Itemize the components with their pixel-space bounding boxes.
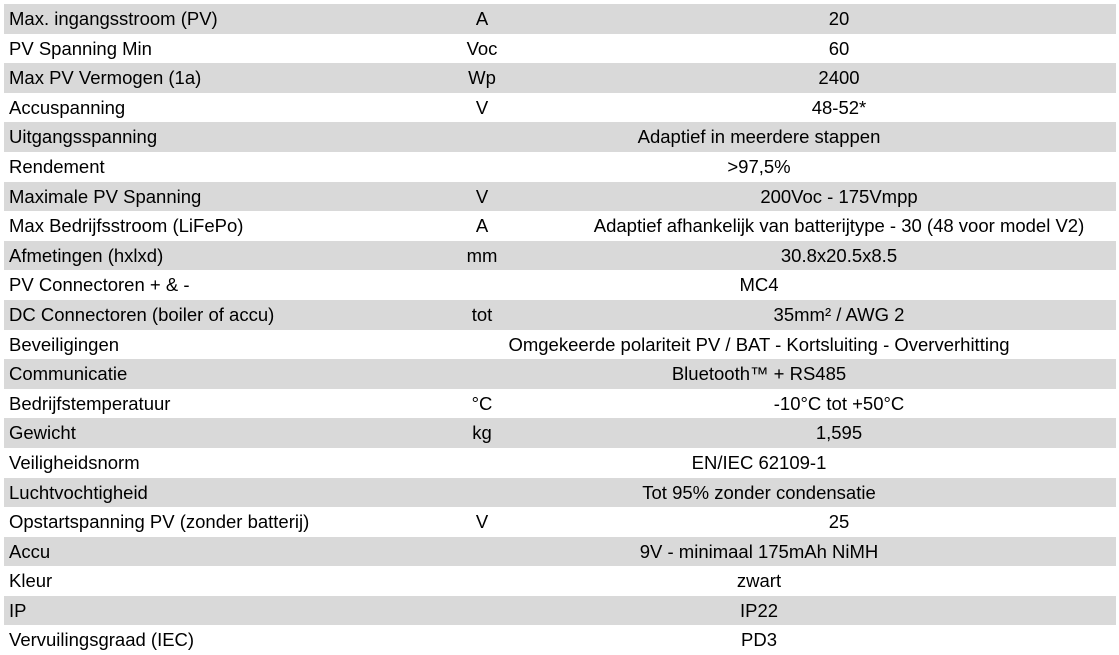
table-row xyxy=(4,270,1116,300)
table-row xyxy=(4,478,1116,508)
spec-name: PV Connectoren + & - xyxy=(4,270,402,300)
spec-name: Beveiligingen xyxy=(4,330,402,360)
table-row xyxy=(4,507,1116,537)
table-row xyxy=(4,389,1116,419)
spec-value: 30.8x20.5x8.5 xyxy=(562,241,1116,271)
spec-name: Max PV Vermogen (1a) xyxy=(4,63,402,93)
table-row xyxy=(4,596,1116,626)
spec-value: Adaptief in meerdere stappen xyxy=(402,122,1116,152)
table-row xyxy=(4,93,1116,123)
spec-value: 200Voc - 175Vmpp xyxy=(562,182,1116,212)
table-row xyxy=(4,537,1116,567)
spec-name: Kleur xyxy=(4,566,402,596)
spec-unit: V xyxy=(402,507,562,537)
spec-name: DC Connectoren (boiler of accu) xyxy=(4,300,402,330)
spec-unit: mm xyxy=(402,241,562,271)
spec-value: EN/IEC 62109-1 xyxy=(402,448,1116,478)
spec-unit: °C xyxy=(402,389,562,419)
table-row xyxy=(4,182,1116,212)
spec-unit: A xyxy=(402,4,562,34)
spec-value: Adaptief afhankelijk van batterijtype - 30 (48 voor model V2) xyxy=(562,211,1116,241)
spec-name: Gewicht xyxy=(4,418,402,448)
spec-name: Rendement xyxy=(4,152,402,182)
spec-value: 1,595 xyxy=(562,418,1116,448)
spec-name: Bedrijfstemperatuur xyxy=(4,389,402,419)
spec-name: Max. ingangsstroom (PV) xyxy=(4,4,402,34)
spec-value: 2400 xyxy=(562,63,1116,93)
table-row xyxy=(4,63,1116,93)
table-row xyxy=(4,34,1116,64)
spec-value: 60 xyxy=(562,34,1116,64)
spec-unit: A xyxy=(402,211,562,241)
spec-name: Accuspanning xyxy=(4,93,402,123)
spec-value: Omgekeerde polariteit PV / BAT - Kortsluiting - Oververhitting xyxy=(402,330,1116,360)
spec-unit: V xyxy=(402,182,562,212)
spec-name: Afmetingen (hxlxd) xyxy=(4,241,402,271)
spec-unit: Wp xyxy=(402,63,562,93)
spec-name: Accu xyxy=(4,537,402,567)
spec-name: Max Bedrijfsstroom (LiFePo) xyxy=(4,211,402,241)
spec-name: Opstartspanning PV (zonder batterij) xyxy=(4,507,402,537)
spec-value: Tot 95% zonder condensatie xyxy=(402,478,1116,508)
table-row xyxy=(4,300,1116,330)
table-row xyxy=(4,4,1116,34)
spec-name: IP xyxy=(4,596,402,626)
spec-value: 9V - minimaal 175mAh NiMH xyxy=(402,537,1116,567)
table-row xyxy=(4,448,1116,478)
spec-unit: kg xyxy=(402,418,562,448)
spec-name: Vervuilingsgraad (IEC) xyxy=(4,625,402,655)
spec-value: 25 xyxy=(562,507,1116,537)
spec-value: PD3 xyxy=(402,625,1116,655)
spec-value: 35mm² / AWG 2 xyxy=(562,300,1116,330)
spec-name: Luchtvochtigheid xyxy=(4,478,402,508)
spec-name: Communicatie xyxy=(4,359,402,389)
table-row xyxy=(4,122,1116,152)
spec-name: Uitgangsspanning xyxy=(4,122,402,152)
spec-unit: tot xyxy=(402,300,562,330)
table-row xyxy=(4,359,1116,389)
spec-table xyxy=(4,4,1116,655)
spec-name: PV Spanning Min xyxy=(4,34,402,64)
table-row xyxy=(4,211,1116,241)
spec-value: IP22 xyxy=(402,596,1116,626)
spec-value: MC4 xyxy=(402,270,1116,300)
spec-value: >97,5% xyxy=(402,152,1116,182)
spec-name: Maximale PV Spanning xyxy=(4,182,402,212)
spec-value: 48-52* xyxy=(562,93,1116,123)
table-row xyxy=(4,566,1116,596)
spec-value: 20 xyxy=(562,4,1116,34)
spec-name: Veiligheidsnorm xyxy=(4,448,402,478)
table-row xyxy=(4,241,1116,271)
table-row xyxy=(4,152,1116,182)
spec-unit: Voc xyxy=(402,34,562,64)
spec-value: zwart xyxy=(402,566,1116,596)
spec-value: Bluetooth™ + RS485 xyxy=(402,359,1116,389)
table-row xyxy=(4,418,1116,448)
spec-unit: V xyxy=(402,93,562,123)
table-row xyxy=(4,625,1116,655)
table-row xyxy=(4,330,1116,360)
spec-value: -10°C tot +50°C xyxy=(562,389,1116,419)
